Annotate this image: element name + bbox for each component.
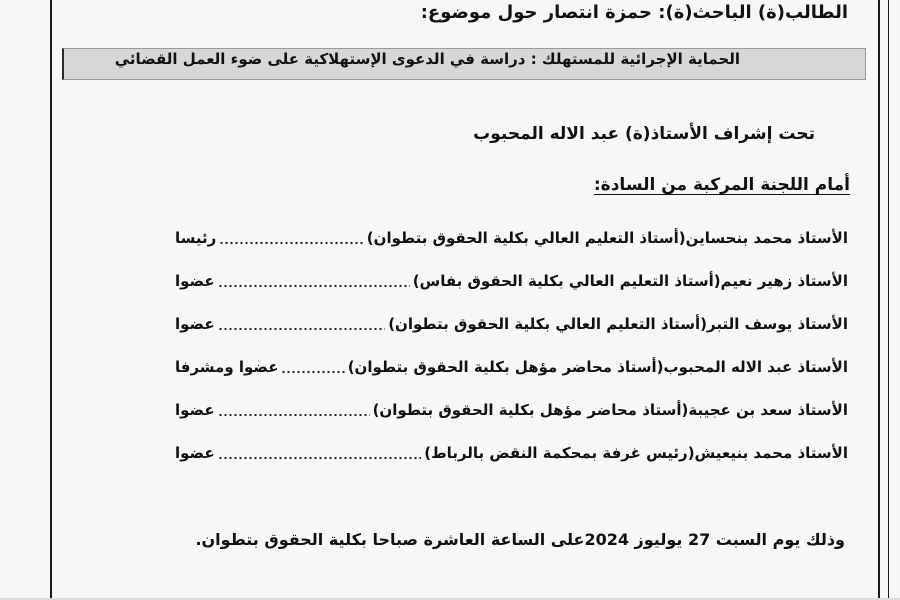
committee-member [175, 397, 848, 423]
dotted-leader [218, 317, 386, 331]
member-role: رئيسا [175, 229, 217, 247]
committee-title: أمام اللجنة المركبة من السادة: [593, 175, 850, 195]
member-role: عضوا ومشرفا [175, 358, 279, 376]
member-name: الأستاذ زهير نعيم(أستاذ التعليم العالي بكلية الحقوق بفاس) [412, 272, 848, 290]
member-name: الأستاذ عبد الاله المحبوب(أستاذ محاضر مؤهل بكلية الحقوق بتطوان) [347, 358, 848, 376]
supervisor-line: تحت إشراف الأستاذ(ة) عبد الاله المحبوب [473, 124, 815, 144]
thesis-subject: الحماية الإجرائية للمستهلك : دراسة في الدعوى الإستهلاكية على ضوء العمل القضائي [114, 50, 740, 68]
committee-member [175, 268, 848, 294]
right-frame-line [878, 0, 880, 600]
committee-member [175, 311, 848, 337]
member-role: عضوا [175, 272, 215, 290]
dotted-leader [218, 446, 422, 460]
member-name: الأستاذ سعد بن عجيبة(أستاذ محاضر مؤهل بكلية الحقوق بتطوان) [372, 401, 848, 419]
dotted-leader [281, 360, 344, 374]
right-frame-line-outer [888, 0, 889, 600]
member-name: الأستاذ يوسف التبر(أستاذ التعليم العالي بكلية الحقوق بتطوان) [388, 315, 848, 333]
dotted-leader [219, 231, 364, 245]
member-role: عضوا [175, 315, 215, 333]
committee-member [175, 354, 848, 380]
member-name: الأستاذ محمد بنحساين(أستاذ التعليم العالي بكلية الحقوق بتطوان) [366, 229, 848, 247]
student-line: الطالب(ة) الباحث(ة): حمزة انتصار حول موضوع: [420, 2, 848, 23]
dotted-leader [218, 274, 410, 288]
committee-member [175, 440, 848, 466]
member-role: عضوا [175, 444, 215, 462]
dotted-leader [218, 403, 370, 417]
closing-line: وذلك يوم السبت 27 يوليوز 2024على الساعة العاشرة صباحا بكلية الحقوق بتطوان. [195, 530, 845, 549]
member-name: الأستاذ محمد بنيعيش(رئيس غرفة بمحكمة النقض بالرباط) [424, 444, 848, 462]
committee-member [175, 225, 848, 251]
member-role: عضوا [175, 401, 215, 419]
left-frame-line [50, 0, 52, 600]
